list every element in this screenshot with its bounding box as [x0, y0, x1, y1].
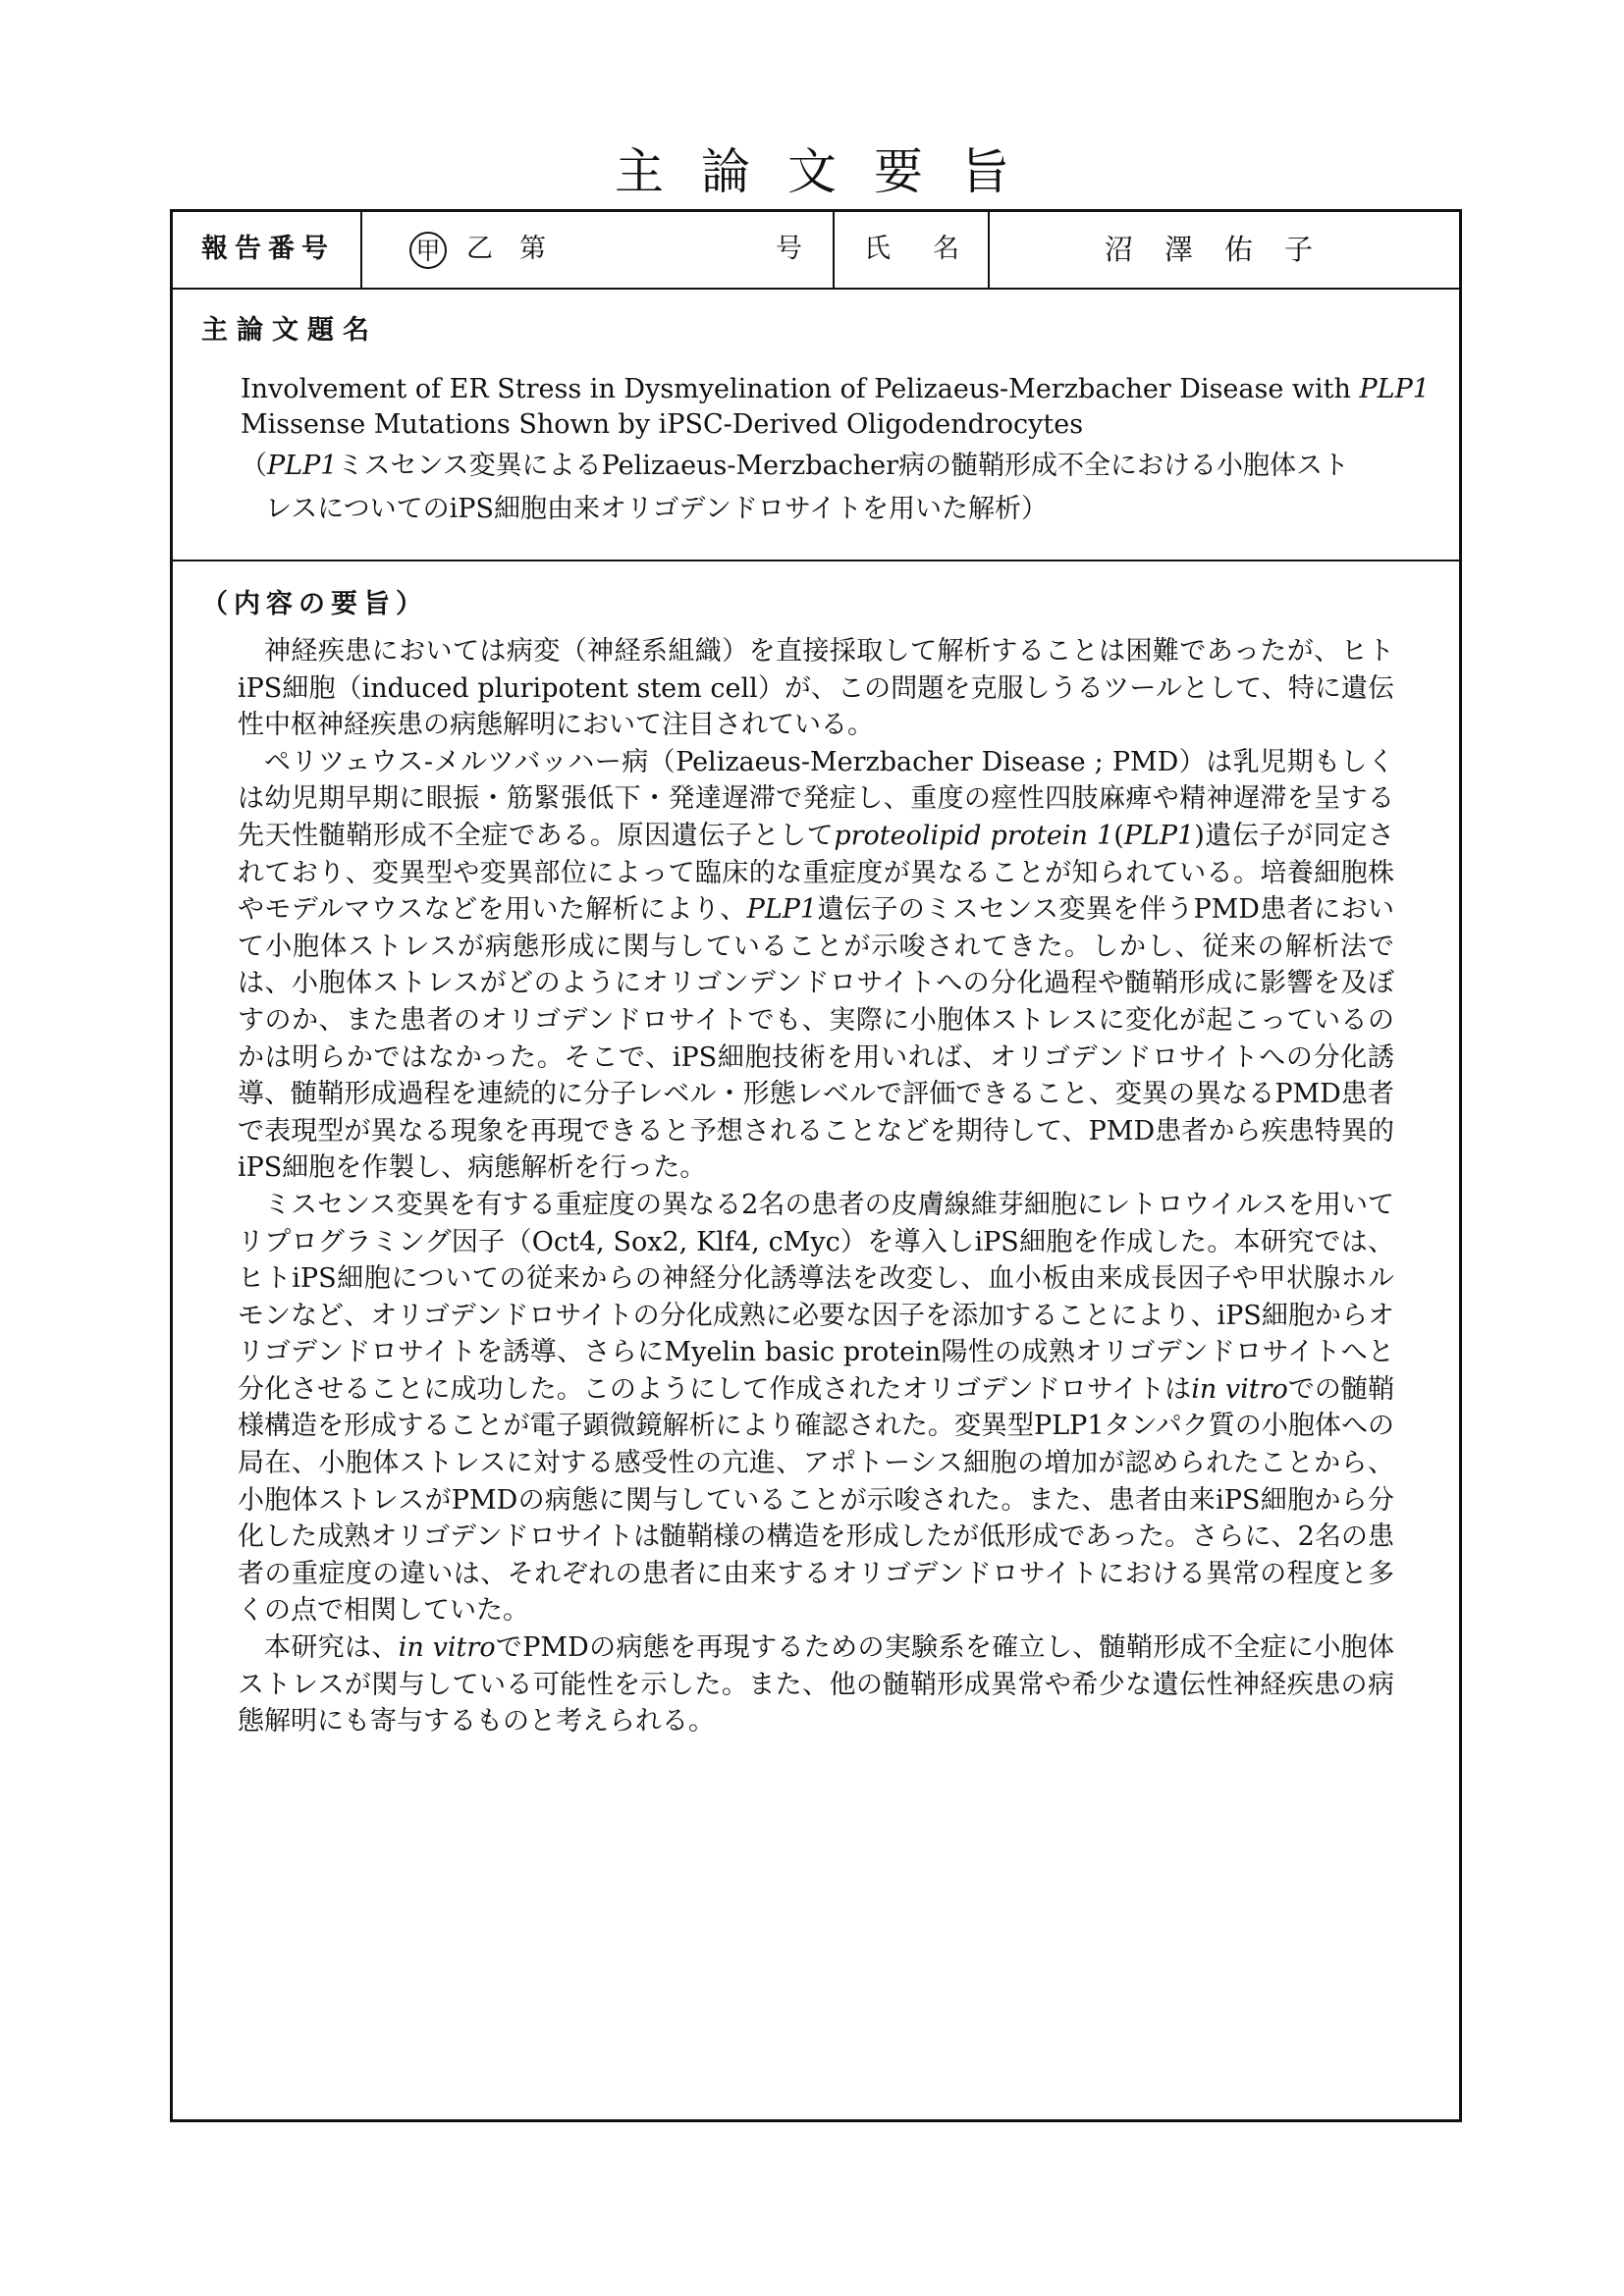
summary-paragraph-3: ミスセンス変異を有する重症度の異なる2名の患者の皮膚線維芽細胞にレトロウイルスを用いてリプログラミング因子（Oct4, Sox2, Klf4, cMyc）を導入しiPS細胞を作成した。本研究では、ヒトiPS細胞についての従来からの神経分化誘導法を改変し、血小板由来成長因子や甲状腺ホルモンなど、オリゴデンドロサイトの分化成熟に必要な因子を添加することにより、iPS細胞からオリゴデンドロサイトを誘導、さらにMyelin basic protein陽性の成熟オリゴデンドロサイトへと分化させることに成功した。このようにして作成されたオリゴデンドロサイトはin vitroでの髄鞘様構造を形成することが電子顕微鏡解析により確認された。変異型PLP1タンパク質の小胞体への局在、小胞体ストレスに対する感受性の亢進、アポトーシス細胞の増加が認められたことから、小胞体ストレスがPMDの病態に関与していることが示唆された。また、患者由来iPS細胞から分化した成熟オリゴデンドロサイトは髄鞘様の構造を形成したが低形成であった。さらに、2名の患者の重症度の違いは、それぞれの患者に由来するオリゴデンドロサイトにおける異常の程度と多くの点で相関していた。: [238, 1189, 1395, 1627]
kou-circled-mark: 甲: [409, 232, 447, 269]
document-title: 主論文要旨: [615, 143, 1047, 200]
summary-heading: （内容の要旨）: [201, 589, 428, 619]
go-suffix: 号: [776, 234, 802, 264]
summary-paragraph-1: 神経疾患においては病変（神経系組織）を直接採取して解析することは困難であったが、ヒトiPS細胞（induced pluripotent stem cell）が、この問題を克服しうるツールとして、特に遺伝性中枢神経疾患の病態解明において注目されている。: [238, 636, 1394, 741]
summary-paragraph-4: 本研究は、in vitroでPMDの病態を再現するための実験系を確立し、髄鞘形成不全症に小胞体ストレスが関与している可能性を示した。また、他の髄鞘形成異常や希少な遺伝性神経疾患の病態解明にも寄与するものと考えられる。: [238, 1632, 1394, 1737]
thesis-title-heading: 主論文題名: [201, 315, 378, 346]
header-row-divider: [170, 288, 1462, 290]
japanese-title-line-2: レスについてのiPS細胞由来オリゴデンドロサイトを用いた解析）: [265, 494, 1048, 524]
japanese-title-line-1: （PLP1ミスセンス変異によるPelizaeus-Merzbacher病の髄鞘形成不全における小胞体スト: [241, 451, 1350, 481]
otsu-dai-text: 乙 第: [466, 234, 546, 264]
divider-after-report-label: [360, 211, 362, 288]
english-title-line-2: Missense Mutations Shown by iPSC-Derived Oligodendrocytes: [241, 409, 1084, 440]
english-title-line-1: Involvement of ER Stress in Dysmyelination of Pelizaeus-Merzbacher Disease with PLP1: [241, 374, 1430, 404]
report-number-field: [409, 211, 546, 288]
divider-after-name-label: [988, 211, 990, 288]
title-section-divider: [170, 560, 1462, 561]
author-name: 沼澤佑子: [1105, 233, 1345, 266]
name-label: 氏 名: [864, 234, 967, 264]
divider-after-number: [833, 211, 835, 288]
summary-paragraph-2: ペリツェウス-メルツバッハー病（Pelizaeus-Merzbacher Disease ; PMD）は乳児期もしくは幼児期早期に眼振・筋緊張低下・発達遅滞で発症し、重度の痙性四肢麻痺や精神遅滞を呈する先天性髄鞘形成不全症である。原因遺伝子としてproteolipid protein 1(PLP1)遺伝子が同定されており、変異型や変異部位によって臨床的な重症度が異なることが知られている。培養細胞株やモデルマウスなどを用いた解析により、PLP1遺伝子のミスセンス変異を伴うPMD患者において小胞体ストレスが病態形成に関与していることが示唆されてきた。しかし、従来の解析法では、小胞体ストレスがどのようにオリゴンデンドロサイトへの分化過程や髄鞘形成に影響を及ぼすのか、また患者のオリゴデンドロサイトでも、実際に小胞体ストレスに変化が起こっているのかは明らかではなかった。そこで、iPS細胞技術を用いれば、オリゴデンドロサイトへの分化誘導、髄鞘形成過程を連続的に分子レベル・形態レベルで評価できること、変異の異なるPMD患者で表現型が異なる現象を再現できると予想されることなどを期待して、PMD患者から疾患特異的iPS細胞を作製し、病態解析を行った。: [238, 746, 1395, 1184]
summary-body: [238, 633, 1394, 1740]
report-number-label: 報告番号: [201, 234, 335, 264]
